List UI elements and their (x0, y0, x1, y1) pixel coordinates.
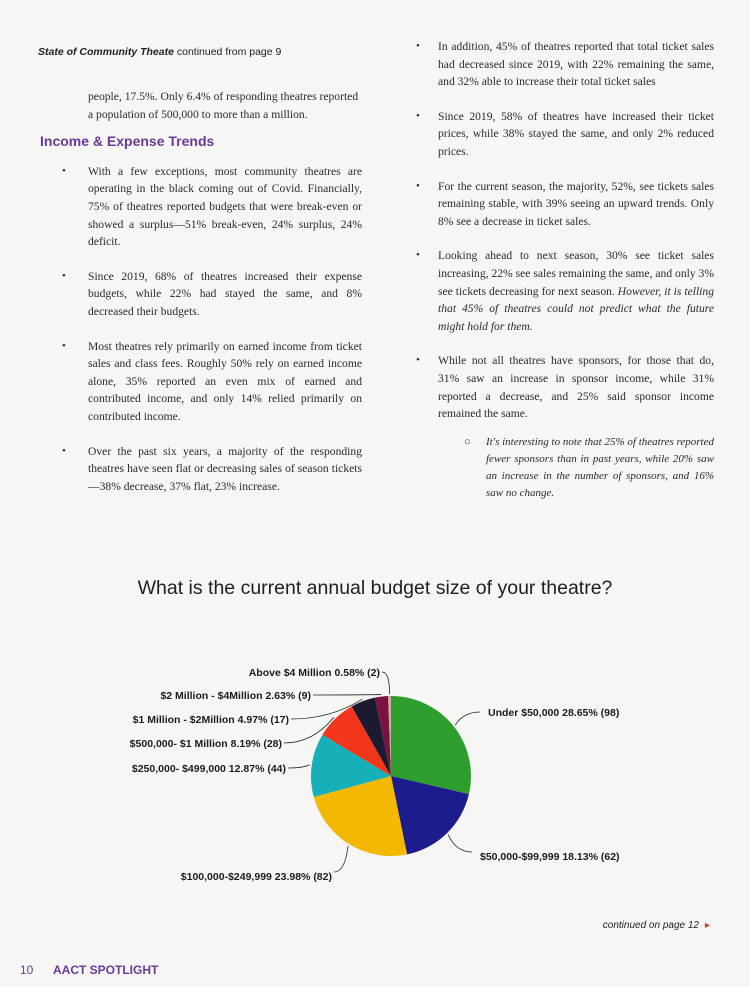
bullet-text: Over the past six years, a majority of the responding theatres have seen flat or decreasing sales of season tickets—38% decrease, 37% flat, 23% increase. (88, 444, 362, 493)
continued-text: continued on page 12 (602, 920, 699, 931)
header-title: State of Community Theate (38, 46, 174, 58)
slice-label: $50,000-$99,999 18.13% (62) (480, 851, 620, 863)
circle-bullet-icon: ○ (464, 435, 471, 448)
chart-title: What is the current annual budget size of your theatre? (137, 577, 613, 599)
bullet-text: While not all theatres have sponsors, for those that do, 31% saw an increase in sponsor income, while 31% reported a decrease, and 25% said sponsor income remained the same. (438, 354, 714, 421)
slice-label: Under $50,000 28.65% (98) (488, 707, 620, 719)
bullet-text: Most theatres rely primarily on earned income from ticket sales and class fees. Roughly 50% rely on earned income alone, 35% reported an even mix of earned and contributed income, and only 14% relied primarily on contributed income. (88, 339, 362, 423)
slice-label: $1 Million - $2Million 4.97% (17) (132, 714, 289, 726)
slice-label: $2 Million - $4Million 2.63% (9) (160, 690, 311, 702)
sub-bullet-text: It's interesting to note that 25% of theatres reported fewer sponsors than in past years, while 20% saw an increase in the number of sponsors, and 16% saw no change. (486, 435, 714, 499)
section-title: Income & Expense Trends (40, 133, 215, 150)
leader-line (448, 835, 472, 852)
bullet-icon: • (416, 40, 420, 52)
slice-label: $100,000-$249,999 23.98% (82) (180, 871, 332, 883)
bullet-icon: • (416, 249, 420, 262)
bullet-icon: • (416, 109, 420, 122)
magazine-name: AACT SPOTLIGHT (53, 963, 159, 977)
page-number: 10 (20, 963, 34, 977)
bullet-text: With a few exceptions, most community theatres are operating in the black coming out of Covid. Financially, 75% of theatres reported budgets that were break-even or showed a surplus—51% break-even, 24% surplus, 24% deficit. (88, 164, 362, 249)
slice-label: Above $4 Million 0.58% (2) (248, 667, 380, 679)
leader-line (334, 846, 348, 872)
leader-line (382, 672, 390, 694)
bullet-icon: • (62, 164, 66, 177)
leader-line (455, 712, 480, 725)
bullet-text: Looking ahead to next season, 30% see ticket sales increasing, 22% see sales remaining the same, and only 3% see tickets decreasing for next season. (438, 249, 714, 298)
arrow-right-icon: ▸ (704, 920, 710, 931)
bullet-text: Since 2019, 68% of theatres increased their expense budgets, while 22% had stayed the same, and 8% decreased their budgets. (88, 269, 362, 318)
slice-label: $500,000- $1 Million 8.19% (28) (129, 738, 282, 750)
bullet-icon: • (62, 339, 66, 352)
bullet-italic-text: However, it is telling that 45% of theatres could not predict what the future might hold for them. (438, 284, 714, 333)
intro-paragraph: people, 17.5%. Only 6.4% of responding theatres reported a population of 500,000 to more than a million. (88, 90, 359, 121)
bullet-text: For the current season, the majority, 52%, see tickets sales remaining stable, with 39% seeing an upward trends. Only 8% see a decrease in ticket sales. (438, 179, 714, 228)
bullet-icon: • (62, 444, 66, 457)
slice-label: $250,000- $499,000 12.87% (44) (131, 763, 286, 775)
continued-note (603, 920, 710, 931)
bullet-icon: • (416, 179, 420, 192)
header-continued: continued from page 9 (176, 46, 282, 58)
leader-line (288, 765, 310, 768)
bullet-text: In addition, 45% of theatres reported that total ticket sales had decreased since 2019, with 22% remaining the same, and 32% able to increase their total ticket sales (438, 40, 714, 89)
bullet-icon: • (62, 269, 66, 282)
bullet-text: Since 2019, 58% of theatres have increased their ticket prices, while 38% stayed the same, and only 2% reduced prices. (438, 109, 714, 158)
bullet-icon: • (416, 354, 420, 367)
